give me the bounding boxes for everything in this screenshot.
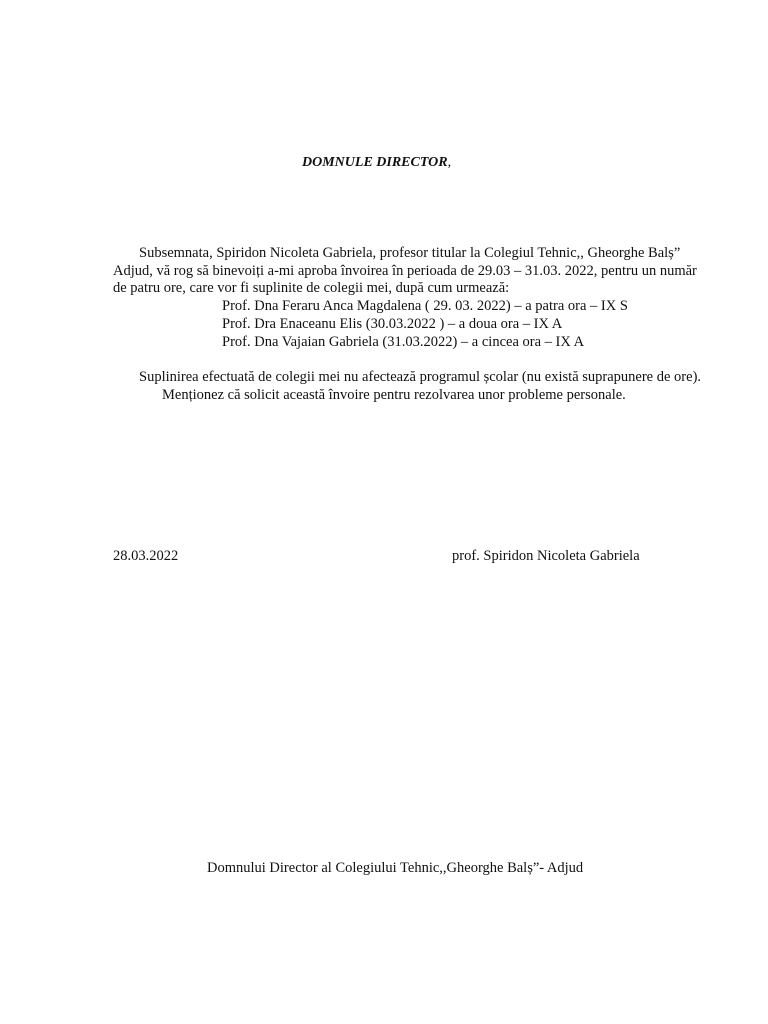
title-text: DOMNULE DIRECTOR xyxy=(302,155,448,170)
request-date: 28.03.2022 xyxy=(113,548,179,564)
substitute-item: Prof. Dra Enaceanu Elis (30.03.2022 ) – a doua ora – IX A xyxy=(222,316,563,332)
note-line-2: Menționez că solicit această învoire pentru rezolvarea unor probleme personale. xyxy=(162,387,626,403)
addressee-line: Domnului Director al Colegiului Tehnic,,Gheorghe Balș”- Adjud xyxy=(207,860,584,876)
signature-name: prof. Spiridon Nicoleta Gabriela xyxy=(452,548,640,564)
document-title xyxy=(302,154,451,171)
note-line-1: Suplinirea efectuată de colegii mei nu afectează programul școlar (nu există suprapunere de ore). xyxy=(139,369,702,385)
substitute-item: Prof. Dna Feraru Anca Magdalena ( 29. 03. 2022) – a patra ora – IX S xyxy=(222,298,628,314)
body-line-3: de patru ore, care vor fi suplinite de colegii mei, după cum urmează: xyxy=(113,280,510,296)
title-comma: , xyxy=(447,155,452,170)
substitute-item: Prof. Dna Vajaian Gabriela (31.03.2022) – a cincea ora – IX A xyxy=(222,334,585,350)
body-line-1: Subsemnata, Spiridon Nicoleta Gabriela, profesor titular la Colegiul Tehnic,, Gheorghe Balș” xyxy=(139,245,681,261)
body-line-2: Adjud, vă rog să binevoiți a-mi aproba învoirea în perioada de 29.03 – 31.03. 2022, pentru un număr xyxy=(113,263,697,279)
